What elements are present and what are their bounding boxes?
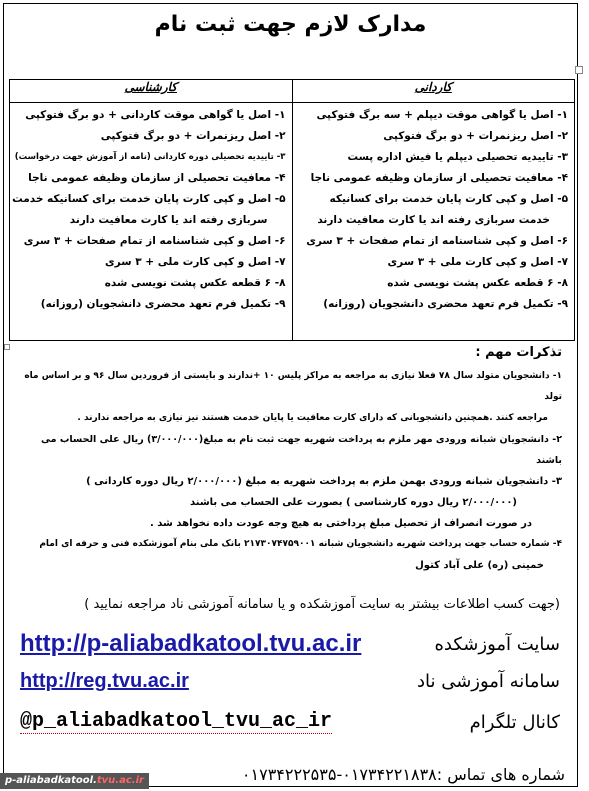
list-item: ۷- اصل و کپی کارت ملی + ۳ سری — [387, 256, 568, 268]
site-link[interactable]: http://p-aliabadkatool.tvu.ac.ir — [20, 630, 362, 657]
list-item: سربازی رفته اند یا کارت معافیت دارند — [69, 214, 268, 226]
list-item: ۸- ۶ قطعه عکس پشت نویسی شده — [104, 277, 286, 289]
note-line: ۴- شماره حساب جهت پرداخت شهریه دانشجویان شبانه ۲۱۷۳۰۷۴۷۵۹۰۰۱ بانک ملی بنام آموزشکده فنی و حرفه ای امام — [39, 539, 562, 549]
notes-heading: تذکرات مهم : — [475, 345, 562, 360]
kardani-column — [292, 103, 575, 341]
list-item: ۸- ۶ قطعه عکس پشت نویسی شده — [387, 277, 568, 289]
list-item: خدمت سربازی رفته اند یا کارت معافیت دارند — [317, 214, 550, 226]
page-title: مدارک لازم جهت ثبت نام — [154, 12, 427, 37]
site-row — [20, 630, 560, 658]
note-line: ۲- دانشجویان شبانه ورودی مهر ملزم به پرداخت شهریه جهت ثبت نام به مبلغ(۳/۰۰۰/۰۰۰) ریال علی الحساب می باشند — [41, 434, 562, 466]
list-item: ۱- اصل یا گواهی موقت دیپلم + سه برگ فتوکپی — [316, 109, 568, 121]
list-item: ۴- معافیت تحصیلی از سازمان وظیفه عمومی ناجا — [28, 172, 286, 184]
table-resize-handle[interactable] — [4, 344, 10, 350]
telegram-row — [20, 710, 560, 734]
list-item: ۶- اصل و کپی شناسنامه از تمام صفحات + ۳ سری — [306, 235, 568, 247]
list-item: ۲- اصل ریزنمرات + دو برگ فتوکپی — [383, 130, 568, 142]
note-line: ۱- دانشجویان متولد سال ۷۸ فعلا نیازی به مراجعه به مراکز پلیس ۱۰ +ندارند و بایستی از فروردین سال ۹۶ و بر اساس ماه تولد — [24, 371, 562, 402]
telegram-handle[interactable]: @p_aliabadkatool_tvu_ac_ir — [20, 710, 333, 733]
list-item: ۵- اصل و کپی کارت پایان خدمت برای کسانیکه خدمت — [12, 193, 286, 205]
list-item: ۱- اصل یا گواهی موقت کاردانی + دو برگ فتوکپی — [25, 109, 286, 121]
watermark-suffix: tvu.ac.ir — [96, 775, 144, 786]
site-watermark — [0, 773, 149, 789]
notes-section — [16, 345, 562, 576]
watermark-prefix: p-aliabadkatool. — [5, 775, 97, 786]
note-line: ۳- دانشجویان شبانه ورودی بهمن ملزم به پرداخت شهریه به مبلغ (۲/۰۰۰/۰۰۰ ریال دوره کاردانی ) — [86, 476, 562, 487]
karshenasi-header: کارشناسی — [10, 80, 293, 103]
note-line: (۲/۰۰۰/۰۰۰ ریال دوره کارشناسی ) بصورت علی الحساب می باشند — [189, 497, 517, 508]
table-move-handle[interactable] — [575, 66, 583, 74]
nad-row — [20, 670, 560, 693]
requirements-table — [9, 79, 575, 341]
list-item: ۹- تکمیل فرم تعهد محضری دانشجویان (روزانه) — [323, 298, 568, 310]
note-line: خمینی (ره) علی آباد کتول — [415, 560, 544, 571]
info-text: (جهت کسب اطلاعات بیشتر به سایت آموزشکده و یا سامانه آموزشی ناد مراجعه نمایید ) — [84, 597, 560, 612]
list-item: ۲- اصل ریزنمرات + دو برگ فتوکپی — [100, 130, 286, 142]
site-label: سایت آموزشکده — [434, 633, 560, 655]
phone-numbers: شماره های تماس :۰۱۷۳۴۲۲۱۸۳۸-۰۱۷۳۴۲۲۲۵۳۵ — [241, 765, 565, 784]
list-item: ۷- اصل و کپی کارت ملی + ۳ سری — [105, 256, 286, 268]
karshenasi-column — [10, 103, 293, 341]
list-item: ۳- تاییدیه تحصیلی دوره کاردانی (نامه از آموزش جهت درخواست) — [14, 152, 286, 162]
list-item: ۳- تاییدیه تحصیلی دیپلم یا فیش اداره پست — [347, 151, 568, 163]
list-item: ۶- اصل و کپی شناسنامه از تمام صفحات + ۳ سری — [23, 235, 286, 247]
nad-link[interactable]: http://reg.tvu.ac.ir — [20, 670, 189, 692]
telegram-label: کانال تلگرام — [469, 711, 560, 733]
note-line: مراجعه کنند .همچنین دانشجویانی که دارای کارت معافیت یا پایان خدمت هستند نیز نیازی به مراجعه ندارند . — [77, 413, 548, 423]
kardani-header: کاردانی — [292, 80, 575, 103]
nad-label: سامانه آموزشی ناد — [416, 671, 560, 692]
list-item: ۹- تکمیل فرم تعهد محضری دانشجویان (روزانه) — [40, 298, 286, 310]
list-item: ۵- اصل و کپی کارت پایان خدمت برای کسانیکه — [329, 193, 568, 205]
note-line: در صورت انصراف از تحصیل مبلغ پرداختی به هیچ وجه عودت داده نخواهد شد . — [150, 518, 532, 529]
list-item: ۴- معافیت تحصیلی از سازمان وظیفه عمومی ناجا — [310, 172, 568, 184]
